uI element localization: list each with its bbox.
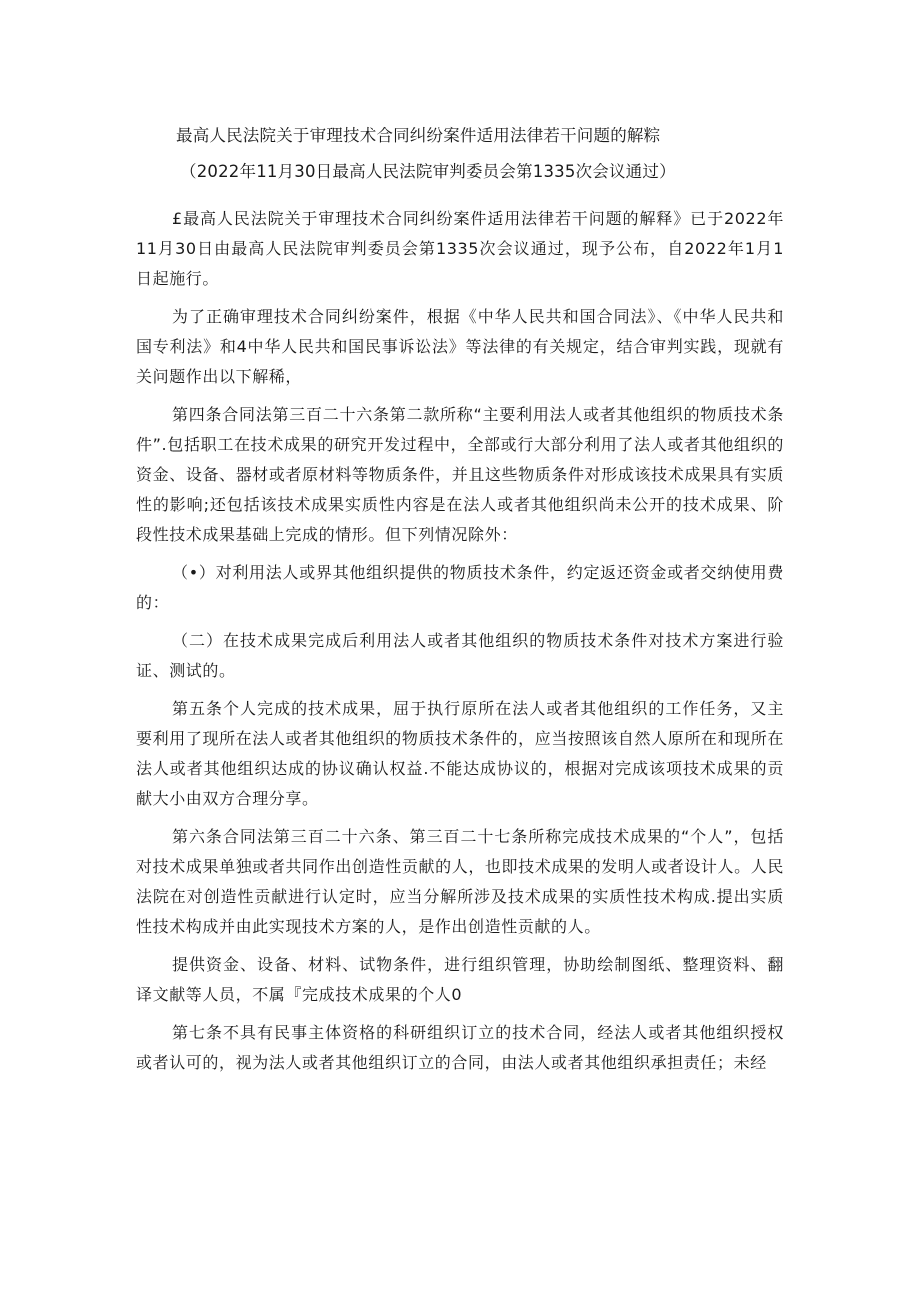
paragraph-announcement: £最高人民法院关于审理技术合同纠纷案件适用法律若干问题的解释》已于2022年11月30日由最高人民法院审判委员会第1335次会议通过，现予公布，自2022年1月1日起施行。 [136,209,784,288]
paragraph-article-6-supplement: 提供资金、设备、材料、试物条件，进行组织管理，协助绘制图纸、整理资料、翻译文献等人员，不属『完成技术成果的个人0 [136,955,784,1004]
paragraph-article-4-item-1: （•）对利用法人或界其他组织提供的物质技术条件，约定返还资金或者交纳使用费的： [136,563,784,612]
paragraph-article-7: 第七条不具有民事主体资格的科研组织订立的技术合同，经法人或者其他组织授权或者认可的，视为法人或者其他组织订立的合同，由法人或者其他组织承担责任；未经 [136,1023,784,1072]
paragraph-article-5: 第五条个人完成的技术成果，屈于执行原所在法人或者其他组织的工作任务，又主要利用了现所在法人或者其他组织的物质技术条件的，应当按照该自然人原所在和现所在法人或者其他组织达成的协议确认权益.不能达成协议的，根据对完成该项技术成果的贡献大小由双方合理分享。 [136,699,784,808]
document-body [136,118,784,1086]
paragraph-article-4: 第四条合同法第三百二十六条第二款所称“主要利用法人或者其他组织的物质技术条件”.包括职工在技术成果的研究开发过程中，全部或行大部分利用了法人或者其他组织的资金、设备、器材或者原材料等物质条件，并且这些物质条件对形成该技术成果具有实质性的影响;还包括该技术成果实质性内容是在法人或者其他组织尚未公开的技术成果、阶段性技术成果基础上完成的情形。但下列情况除外： [136,405,784,544]
document-title: 最高人民法院关于审理技术合同纠纷案件适用法律若干问题的解粽 [176,126,661,145]
paragraph-article-6: 第六条合同法第三百二十六条、第三百二十七条所称完成技术成果的“个人”，包括对技术成果单独或者共同作出创造性贡献的人，也即技术成果的发明人或者设计人。人民法院在对创造性贡献进行认定时，应当分解所涉及技术成果的实质性技术构成.提出实质性技术构成并由此实现技术方案的人，是作出创造性贡献的人。 [136,827,784,936]
document-subtitle: （2022年11月30日最高人民法院审判委员会第1335次会议通过） [180,162,676,181]
paragraph-article-4-item-2: （二）在技术成果完成后利用法人或者其他组织的物质技术条件对技术方案进行验证、测试的。 [136,631,784,680]
paragraph-preamble: 为了正确审理技术合同纠纷案件，根据《中华人民共和国合同法》、《中华人民共和国专利法》和4中华人民共和国民事诉讼法》等法律的有关规定，结合审判实践，现就有关问题作出以下解稀， [136,307,784,386]
